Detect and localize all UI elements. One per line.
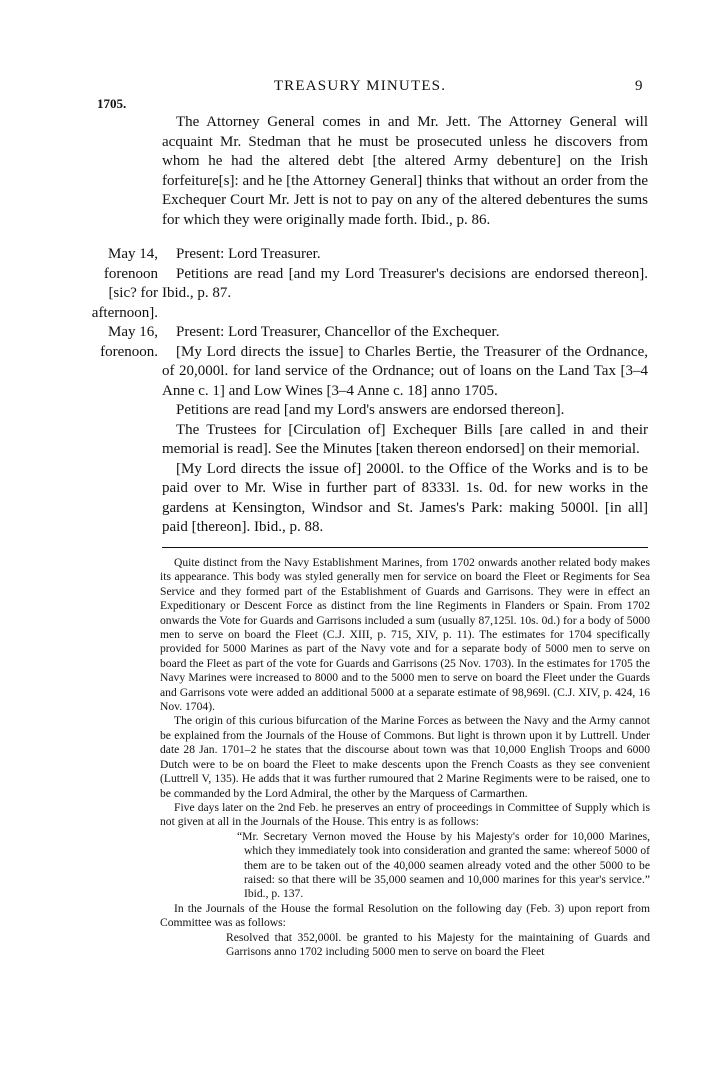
footnote-paragraph: The origin of this curious bifurcation of the Marine Forces as between the Navy and the Army cannot be explained from the Journals of the House of Commons. But light is thrown upon it by Luttrell. Under date 28 Jan. 1701–2 he states that the discourse about town was that 10,000 English Troops and 6000 Dutch were to be on board the Fleet to make descents upon the French Coasts as they see convenient (Luttrell V, 135). He adds that it was further rumoured that 2 Marine Regiments were to be raised, one to be commanded by the Lord Admiral, the other by the Marquess of Carmarthen. (160, 714, 650, 800)
footnote-paragraph: Quite distinct from the Navy Establishment Marines, from 1702 onwards another related body makes its appearance. This body was styled generally men for service on board the Fleet or Regiments for Sea Service and they formed part of the Establishment of Guards and Garrisons. They were in effect an Expeditionary or Descent Force as distinct from the line Regiments in Flanders or Spain. From 1702 onwards the Vote for Guards and Garrisons included a sum (usually 87,125l. 10s. 0d.) for a body of 5000 men to serve on board the Fleet (C.J. XIII, p. 715, XIV, p. 11). The estimates for 1704 specifically provided for 5000 Marines as part of the Navy vote and for a separate body of 5000 men to serve on board the Fleet as part of the vote for Guards and Garrisons (25 Nov. 1703). In the estimates for 1705 the Navy Marines were increased to 8000 and to the 5000 men to serve on board the Fleet under the Guards and Garrisons vote were added an additional 5000 at a separate estimate of 98,969l. (C.J. XIV, p. 424, 16 Nov. 1704). (160, 556, 650, 714)
footnote-divider (162, 547, 648, 548)
entry-paragraph: The Attorney General comes in and Mr. Jett. The Attorney General will acquaint Mr. Stedman that he must be prosecuted unless he discovers from whom he had the altered debt [the altered Army debenture] on the Irish forfeiture[s]: and he [the Attorney General] thinks that without an order from the Exchequer Court Mr. Jett is not to pay on any of the altered debentures the sums for which they were originally made forth. Ibid., p. 86. (162, 114, 648, 228)
entry-paragraph: Petitions are read [and my Lord's answers are endorsed thereon]. (176, 402, 565, 418)
entry-date-may-14: May 14, forenoon [sic? for afternoon]. (91, 246, 158, 321)
entry-paragraph: [My Lord directs the issue] to Charles Bertie, the Treasurer of the Ordnance, of 20,000l. for land service of the Ordnance; out of loans on the Land Tax [3–4 Anne c. 1] and Low Wines [3–4 Anne c. 18] anno 1705. (162, 343, 648, 399)
entry-date-may-16: May 16, forenoon. (100, 324, 158, 360)
entry-present-line: Present: Lord Treasurer, Chancellor of the Exchequer. (176, 324, 500, 340)
entry-may-16 (162, 323, 648, 538)
footnote (160, 556, 650, 959)
entry-may-14 (162, 245, 648, 304)
footnote-quotation: “Mr. Secretary Vernon moved the House by his Majesty's order for 10,000 Marines, which they immediately took into consideration and granted the same: whereof 5000 of them are to be taken out of the 40,000 seamen already voted and the other 5000 to be raised: so that there will be 35,000 seamen and 10,000 marines for this year's service.” Ibid., p. 137. (237, 829, 650, 901)
entry-paragraph: Petitions are read [and my Lord Treasurer's decisions are endorsed thereon]. Ibid., p. 87. (162, 265, 648, 301)
page-number: 9 (635, 78, 643, 94)
footnote-paragraph: In the Journals of the House the formal Resolution on the following day (Feb. 3) upon report from Committee was as follows: (160, 901, 650, 930)
entry-present-line: Present: Lord Treasurer. (176, 246, 321, 262)
page-running-title: TREASURY MINUTES. (273, 78, 447, 94)
year-marginal: 1705. (97, 96, 127, 111)
entry-attorney-general (162, 113, 648, 230)
entry-paragraph: [My Lord directs the issue of] 2000l. to the Office of the Works and is to be paid over to Mr. Wise in further part of 8333l. 1s. 0d. for new works in the gardens at Kensington, Windsor and St. James's Park: making 5000l. [in all] paid [thereon]. Ibid., p. 88. (162, 460, 648, 535)
footnote-paragraph: Five days later on the 2nd Feb. he preserves an entry of proceedings in Committee of Supply which is not given at all in the Journals of the House. This entry is as follows: (160, 800, 650, 829)
footnote-resolution: Resolved that 352,000l. be granted to his Majesty for the maintaining of Guards and Garrisons anno 1702 including 5000 men to serve on board the Fleet (226, 930, 650, 958)
entry-paragraph: The Trustees for [Circulation of] Exchequer Bills [are called in and their memorial is read]. See the Minutes [taken thereon endorsed] on their memorial. (162, 421, 648, 457)
